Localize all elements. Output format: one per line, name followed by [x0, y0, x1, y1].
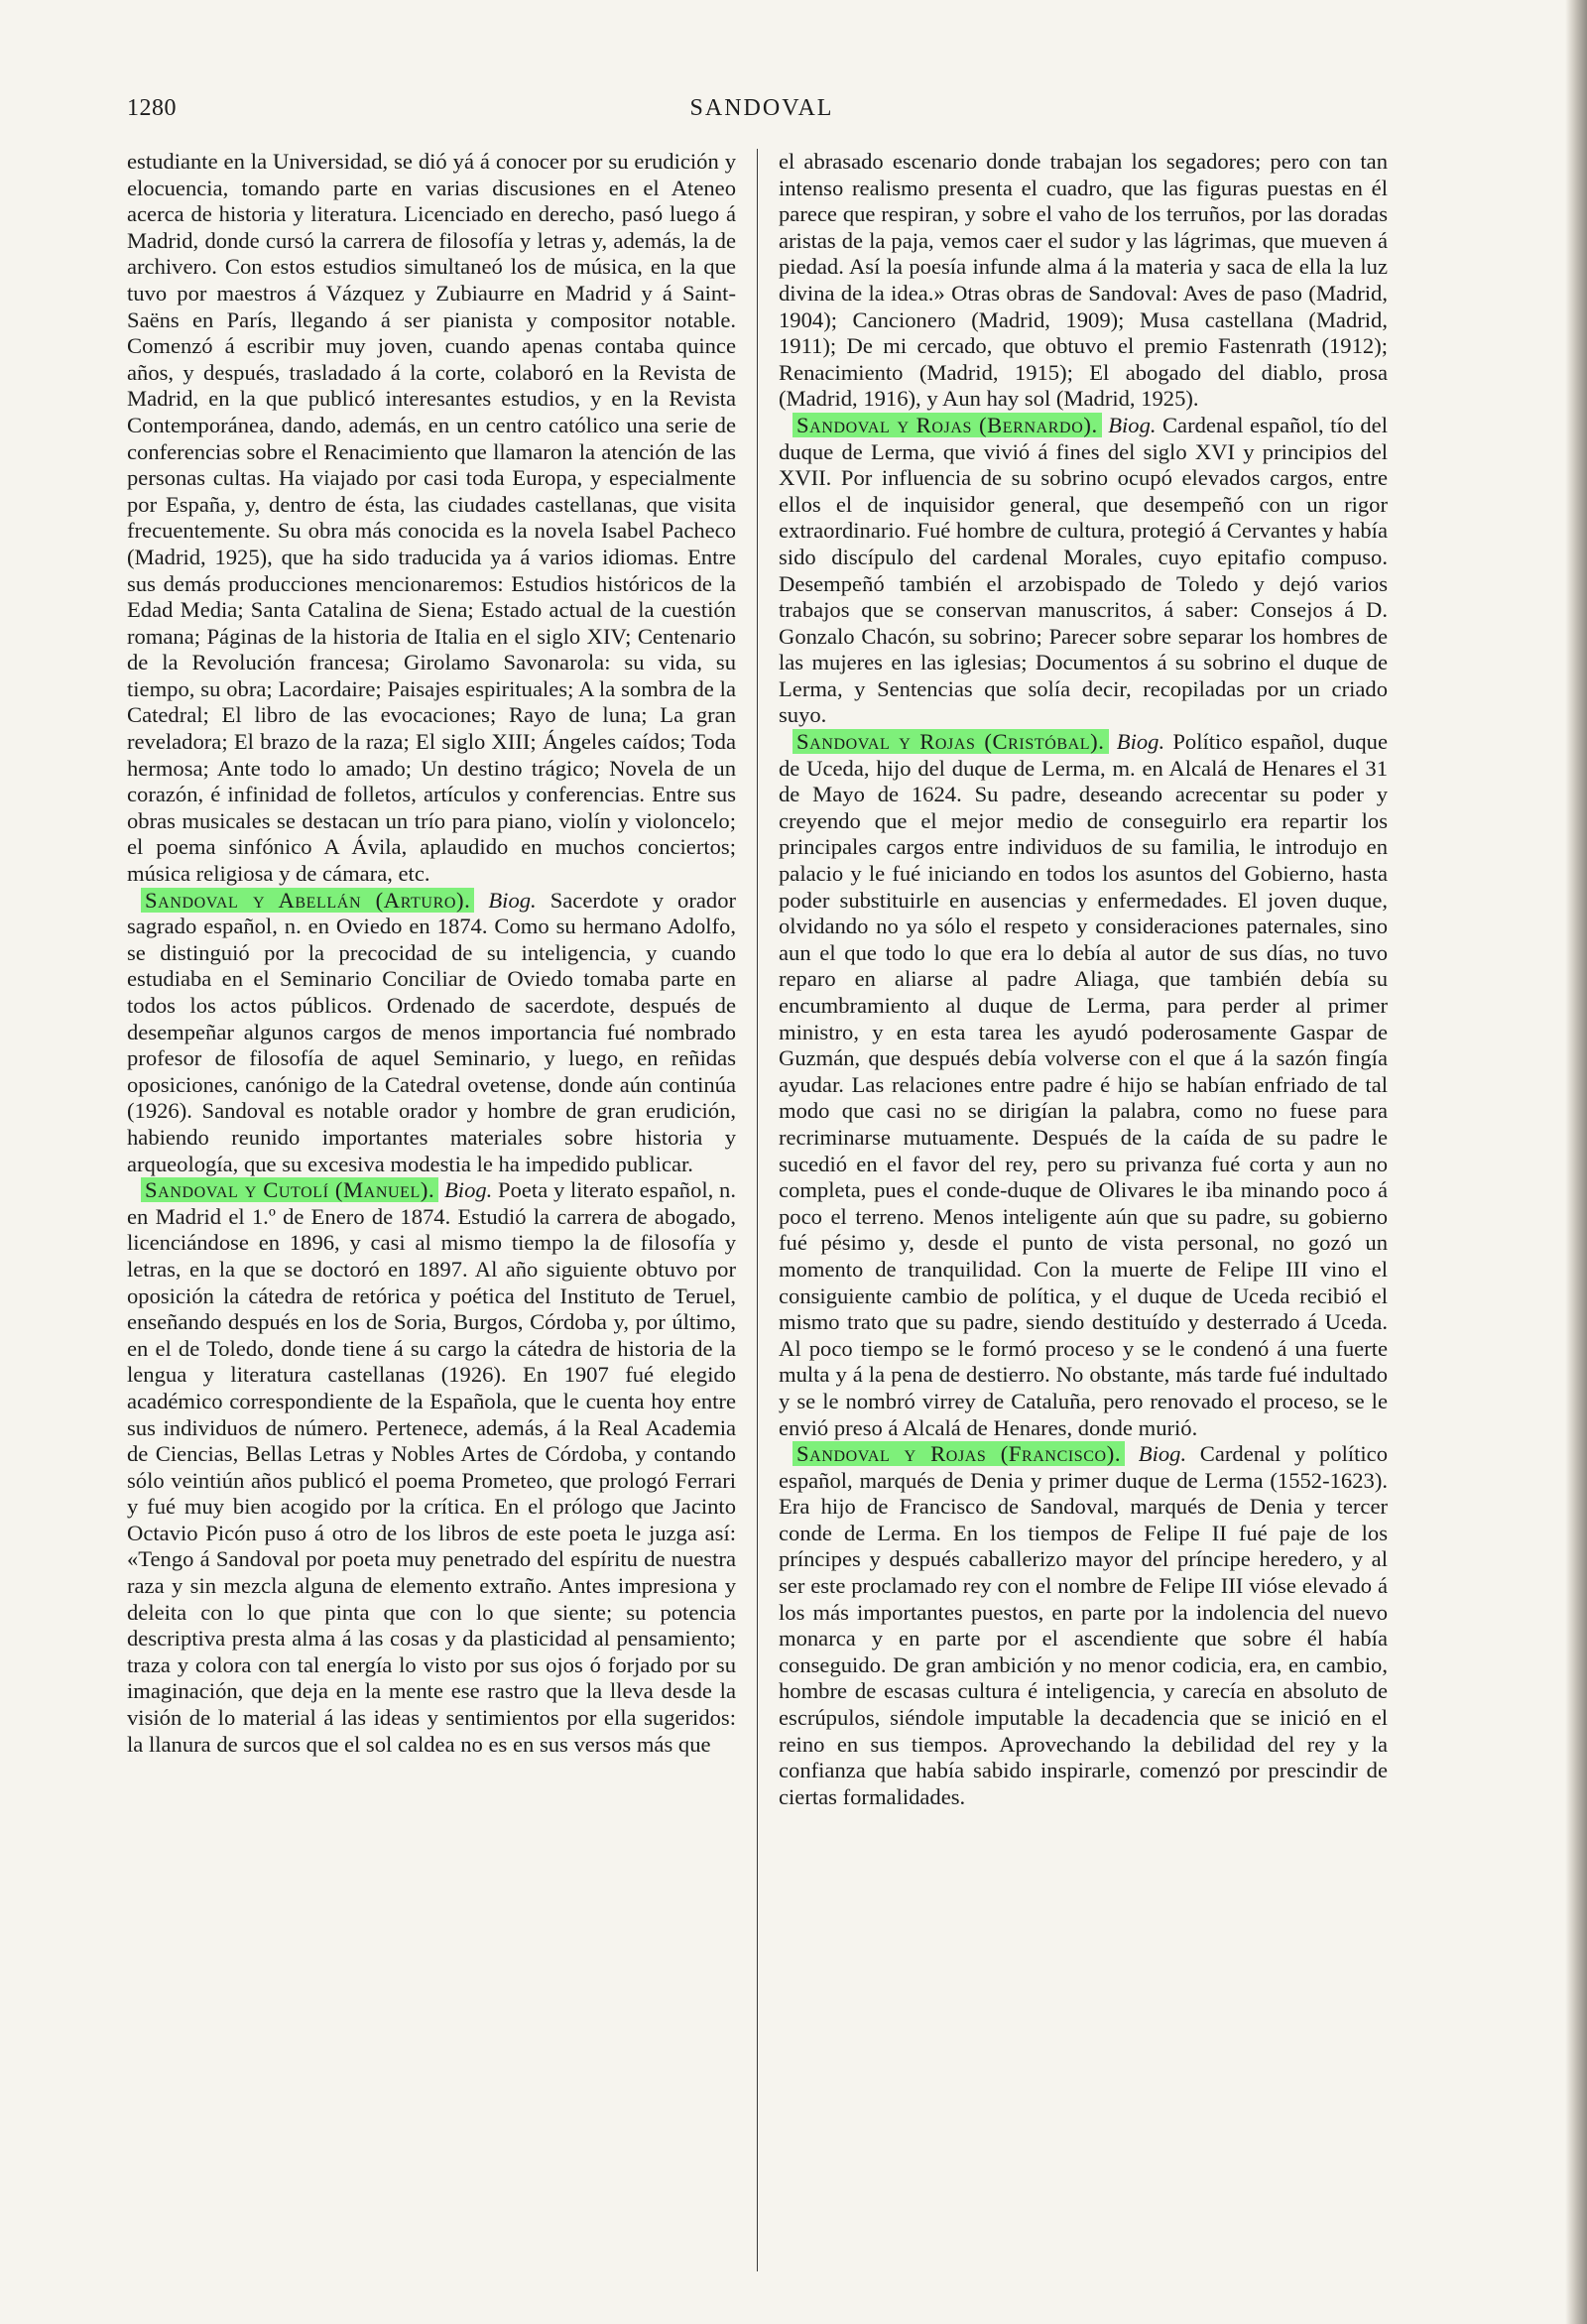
entry-body: Poeta y literato español, n. en Madrid el 1.º de Enero de 1874. Estudió la carrera de abogado, licenciándose en 1896, y casi al mismo tiempo la de filosofía y letras, en la que se doctoró en 1897. Al año siguiente obtuvo por oposición la cátedra de retórica y poética del Instituto de Teruel, enseñando después en los de Soria, Burgos, Córdoba y, por último, en el de Toledo, donde tiene á su cargo la cátedra de historia de la lengua y literatura castellanas (1926). En 1907 fué elegido académico correspondiente de la Española, que le cuenta hoy entre sus individuos de número. Pertenece, además, á la Real Academia de Ciencias, Bellas Letras y Nobles Artes de Córdoba, y contando sólo veintiún años publicó el poema Prometeo, que prologó Ferrari y fué muy bien acogido por la crítica. En el prólogo que Jacinto Octavio Picón puso á otro de los libros de este poeta le juzga así: «Tengo á Sandoval por poeta muy penetrado del espíritu de nuestra raza y sin mezcla alguna de elemento extraño. Antes impresiona y deleita con lo que pinta que con lo que siente; su potencia descriptiva presta alma á las cosas y da plasticidad al pensamiento; traza y colora con tal energía lo visto por sus ojos ó forjado por su imaginación, que deja en la mente ese rastro que la lleva desde la visión de lo material á las ideas y sentimientos por ella sugeridos: la llanura de surcos que el sol caldea no es en sus versos más que: [127, 1177, 736, 1757]
entry-category: Biog.: [1116, 729, 1165, 755]
entry-body: Sacerdote y orador sagrado español, n. en Oviedo en 1874. Como su hermano Adolfo, se distinguió por la precocidad de su inteligencia, y cuando estudiaba en el Seminario Conciliar de Oviedo tomaba parte en todos los actos públicos. Ordenado de sacerdote, después de desempeñar algunos cargos de menos importancia fué nombrado profesor de filosofía de aquel Seminario, y luego, en reñidas oposiciones, canónigo de la Catedral ovetense, donde aún continúa (1926). Sandoval es notable orador y hombre de gran erudición, habiendo reunido importantes materiales sobre historia y arqueología, que su excesiva modestia le ha impedido publicar.: [127, 887, 737, 1176]
entry-sandoval-rojas-francisco: [779, 1441, 1388, 1810]
entry-body: Cardenal español, tío del duque de Lerma, que vivió á fines del siglo XVI y principios del XVII. Por influencia de su sobrino ocupó elevados cargos, entre ellos el de inquisidor general, que desempeñó con un rigor extraordinario. Fué hombre de cultura, protegió á Cervantes y había sido discípulo del cardenal Morales, cuyo epitafio compuso. Desempeñó también el arzobispado de Toledo y dejó varios trabajos que se conservan manuscritos, á saber: Consejos á D. Gonzalo Chacón, su sobrino; Parecer sobre separar los hombres de las mujeres en las iglesias; Documentos á su sobrino el duque de Lerma, y Sentencias que solía decir, recopiladas por un criado suyo.: [779, 412, 1388, 728]
entry-body: Cardenal y político español, marqués de Denia y primer duque de Lerma (1552-1623). Era hijo de Francisco de Sandoval, marqués de Denia y tercer conde de Lerma. En los tiempos de Felipe II fué paje de los príncipes y después caballerizo mayor del príncipe heredero, y al ser este proclamado rey con el nombre de Felipe III vióse elevado á los más importantes puestos, en parte por la indolencia del nuevo monarca y en parte por el ascendiente que sobre él había conseguido. De gran ambición y no menor codicia, era, en cambio, hombre de escasas cultura é inteligencia, y carecía en absoluto de escrúpulos, siéndole imputable la decadencia que se inició en el reino en sus tiempos. Aprovechando la debilidad del rey y la confianza que había sabido inspirarle, comenzó por prescindir de ciertas formalidades.: [779, 1441, 1389, 1809]
continuation-paragraph: el abrasado escenario donde trabajan los segadores; pero con tan intenso realismo presenta el cuadro, que las figuras puestas en él parece que respiran, y sobre el vaho de los terruños, por las doradas aristas de la paja, vemos caer el sudor y las lágrimas, que mueven á piedad. Así la poesía infunde alma á la materia y saca de ella la luz divina de la idea.» Otras obras de Sandoval: Aves de paso (Madrid, 1904); Cancionero (Madrid, 1909); Musa castellana (Madrid, 1911); De mi cercado, que obtuvo el premio Fastenrath (1912); Renacimiento (Madrid, 1915); El abogado del diablo, prosa (Madrid, 1916), y Aun hay sol (Madrid, 1925).: [779, 149, 1388, 412]
column-divider: [757, 149, 758, 2271]
entry-heading-highlight: Sandoval y Abellán (Arturo).: [141, 888, 474, 913]
entry-category: Biog.: [488, 887, 537, 913]
entry-sandoval-rojas-cristobal: [779, 729, 1388, 1441]
entry-heading-highlight: Sandoval y Rojas (Bernardo).: [793, 413, 1102, 437]
page-header: [127, 95, 1397, 135]
page-number: 1280: [127, 95, 177, 121]
entry-body: Político español, duque de Uceda, hijo del duque de Lerma, m. en Alcalá de Henares el 31 de Mayo de 1624. Su padre, deseando acrecentar su poder y creyendo que el mejor medio de conseguirlo era repartir los principales cargos entre individuos de su familia, le introdujo en palacio y le fué iniciando en todos los asuntos del Gobierno, hasta poder substituirle en ausencias y enfermedades. El joven duque, olvidando no ya sólo el respeto y consideraciones paternales, sino aun el que todo lo que era lo debía al autor de sus días, no tuvo reparo en aliarse al padre Aliaga, que también debía su encumbramiento al duque de Lerma, para perder al primer ministro, y en esta tarea les ayudó poderosamente Gaspar de Guzmán, que después debía volverse con el que á la sazón fingía ayudar. Las relaciones entre padre é hijo se habían enfriado de tal modo que casi no se dirigían la palabra, como no fuese para recriminarse mutuamente. Después de la caída de su padre le sucedió en el favor del rey, pero su privanza fué corta y aun no completa, pues el conde-duque de Olivares le iba minando poco á poco el terreno. Menos inteligente aún que su padre, su gobierno fué pésimo y, desde el punto de vista personal, no gozó un momento de tranquilidad. Con la muerte de Felipe III vino el consiguiente cambio de política, y el duque de Uceda recibió el mismo trato que su padre, siendo destituído y desterrado á Uceda. Al poco tiempo se le formó proceso y se le condenó á una fuerte multa y á la pena de destierro. No obstante, más tarde fué indultado y se le nombró virrey de Cataluña, pero renovado el proceso, se le envió preso á Alcalá de Henares, donde murió.: [779, 729, 1388, 1440]
entry-sandoval-rojas-bernardo: [779, 413, 1388, 729]
entry-category: Biog.: [1108, 412, 1157, 437]
entry-category: Biog.: [1138, 1441, 1187, 1467]
entry-heading-highlight: Sandoval y Rojas (Cristóbal).: [793, 729, 1109, 754]
right-column: [779, 149, 1388, 1810]
running-head: SANDOVAL: [689, 95, 834, 121]
entry-sandoval-cutoli-manuel: [127, 1177, 736, 1758]
left-column: [127, 149, 736, 1758]
page-edge-shadow: [1565, 0, 1587, 2324]
entry-category: Biog.: [443, 1177, 493, 1203]
intro-paragraph: estudiante en la Universidad, se dió yá á conocer por su erudición y elocuencia, tomando parte en varias discusiones en el Ateneo acerca de historia y literatura. Licenciado en derecho, pasó luego á Madrid, donde cursó la carrera de filosofía y letras y, además, la de archivero. Con estos estudios simultaneó los de música, en la que tuvo por maestros á Vázquez y Zubiaurre en Madrid y á Saint-Saëns en París, llegando á ser pianista y compositor notable. Comenzó á escribir muy joven, cuando apenas contaba quince años, y después, trasladado á la corte, colaboró en la Revista de Madrid, en la que publicó interesantes estudios, y en la Revista Contemporánea, dando, además, en un centro católico una serie de conferencias sobre el Renacimiento que llamaron la atención de las personas cultas. Ha viajado por casi toda Europa, y especialmente por España, y, dentro de ésta, las ciudades castellanas, que visita frecuentemente. Su obra más conocida es la novela Isabel Pacheco (Madrid, 1925), que ha sido traducida ya á varios idiomas. Entre sus demás producciones mencionaremos: Estudios históricos de la Edad Media; Santa Catalina de Siena; Estado actual de la cuestión romana; Páginas de la historia de Italia en el siglo XIV; Centenario de la Revolución francesa; Girolamo Savonarola: su vida, su tiempo, su obra; Lacordaire; Paisajes espirituales; A la sombra de la Catedral; El libro de las evocaciones; Rayo de luna; La gran reveladora; El brazo de la raza; El siglo XIII; Ángeles caídos; Toda hermosa; Ante todo lo amado; Un destino trágico; Novela de un corazón, é infinidad de folletos, artículos y conferencias. Entre sus obras musicales se destacan un trío para piano, violín y violoncelo; el poema sinfónico A Ávila, aplaudido en muchos conciertos; música religiosa y de cámara, etc.: [127, 149, 736, 887]
entry-heading-highlight: Sandoval y Rojas (Francisco).: [793, 1441, 1125, 1466]
entry-heading-highlight: Sandoval y Cutolí (Manuel).: [141, 1177, 438, 1202]
entry-sandoval-abellan-arturo: [127, 888, 736, 1178]
